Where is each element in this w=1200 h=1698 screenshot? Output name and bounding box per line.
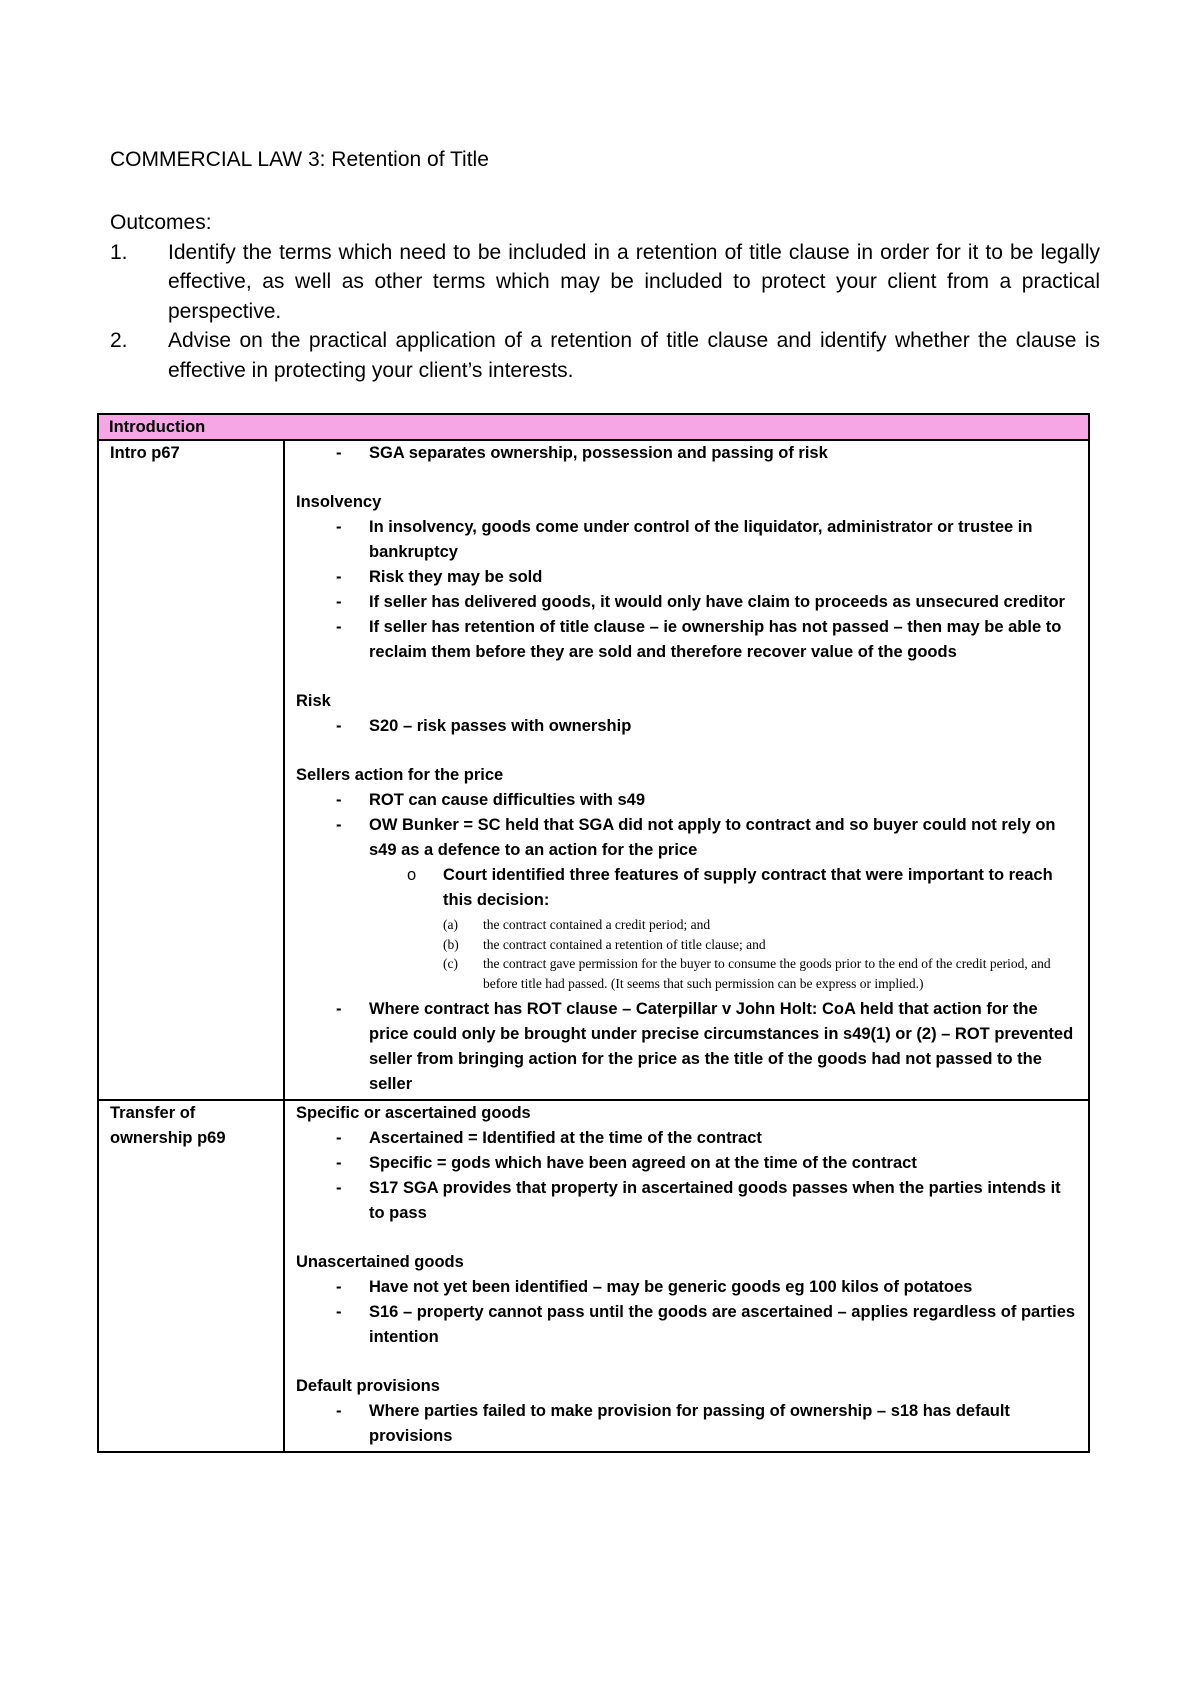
dash-marker: - bbox=[336, 618, 342, 636]
list-item bbox=[296, 615, 1080, 665]
bullet-text: If seller has retention of title clause – ie ownership has not passed – then may be able to reclaim them before they are sold and therefore recover value of the goods bbox=[369, 618, 1062, 661]
list-item bbox=[296, 1399, 1080, 1449]
sellers-action-section bbox=[296, 763, 1080, 1097]
bullet-text: Have not yet been identified – may be generic goods eg 100 kilos of potatoes bbox=[369, 1278, 973, 1296]
row-label: Transfer of ownership p69 bbox=[98, 1100, 284, 1452]
table-row bbox=[98, 440, 1089, 1100]
dash-marker: - bbox=[336, 1154, 342, 1172]
list-item bbox=[296, 565, 1080, 590]
list-item bbox=[296, 515, 1080, 565]
item-marker: (b) bbox=[443, 936, 459, 952]
risk-section bbox=[296, 689, 1080, 739]
list-item bbox=[296, 1176, 1080, 1226]
dash-marker: - bbox=[336, 816, 342, 834]
bullet-text: Risk they may be sold bbox=[369, 568, 543, 586]
bullet-text: SGA separates ownership, possession and passing of risk bbox=[369, 444, 828, 462]
bullet-list bbox=[296, 714, 1080, 739]
bullet-list bbox=[296, 788, 1080, 1097]
dash-marker: - bbox=[336, 593, 342, 611]
bullet-list bbox=[296, 515, 1080, 665]
bullet-text: Court identified three features of supply contract that were important to reach this decision: bbox=[443, 866, 1053, 909]
item-text: the contract contained a credit period; and bbox=[483, 917, 711, 932]
bullet-text: ROT can cause difficulties with s49 bbox=[369, 791, 645, 809]
row-label: Intro p67 bbox=[98, 440, 284, 1100]
dash-marker: - bbox=[336, 444, 342, 462]
table-header-row bbox=[98, 414, 1089, 440]
outcome-text: Advise on the practical application of a retention of title clause and identify whether the clause is effective in protecting your client’s interests. bbox=[168, 329, 1100, 382]
outcomes-list bbox=[110, 238, 1100, 386]
outcomes-label: Outcomes: bbox=[110, 211, 212, 234]
bullet-list bbox=[296, 1399, 1080, 1449]
list-item bbox=[296, 997, 1080, 1097]
section-heading: Unascertained goods bbox=[296, 1253, 464, 1271]
list-item bbox=[369, 863, 1080, 993]
bullet-list bbox=[296, 1275, 1080, 1350]
dash-marker: - bbox=[336, 568, 342, 586]
list-item bbox=[296, 714, 1080, 739]
table-row bbox=[98, 1100, 1089, 1452]
list-item bbox=[296, 1300, 1080, 1350]
outcome-item bbox=[110, 238, 1100, 327]
list-item bbox=[296, 1126, 1080, 1151]
document-title: COMMERCIAL LAW 3: Retention of Title bbox=[110, 148, 489, 171]
bullet-text: Specific = gods which have been agreed on at the time of the contract bbox=[369, 1154, 917, 1172]
dash-marker: - bbox=[336, 1179, 342, 1197]
bullet-text: S16 – property cannot pass until the goods are ascertained – applies regardless of parties intention bbox=[369, 1303, 1076, 1346]
bullet-text: Ascertained = Identified at the time of the contract bbox=[369, 1129, 762, 1147]
quoted-features-list bbox=[443, 915, 1080, 993]
bullet-list bbox=[296, 1126, 1080, 1226]
bullet-text: OW Bunker = SC held that SGA did not apply to contract and so buyer could not rely on s49 as a defence to an action for the price bbox=[369, 816, 1056, 859]
unascertained-goods-section bbox=[296, 1250, 1080, 1350]
dash-marker: - bbox=[336, 1402, 342, 1420]
list-item bbox=[296, 441, 1080, 466]
bullet-text: Where parties failed to make provision for passing of ownership – s18 has default provisions bbox=[369, 1402, 1010, 1445]
section-heading: Sellers action for the price bbox=[296, 766, 504, 784]
notes-table bbox=[97, 413, 1090, 1453]
item-text: the contract gave permission for the buyer to consume the goods prior to the end of the credit period, and before title had passed. (It seems that such permission can be express or implied.) bbox=[483, 956, 1051, 991]
bullet-list bbox=[296, 441, 1080, 466]
bullet-text: S20 – risk passes with ownership bbox=[369, 717, 632, 735]
section-heading: Default provisions bbox=[296, 1377, 440, 1395]
list-item bbox=[296, 788, 1080, 813]
specific-goods-section bbox=[296, 1101, 1080, 1226]
intro-section bbox=[296, 441, 1080, 466]
bullet-text: Where contract has ROT clause – Caterpillar v John Holt: CoA held that action for the price could only be brought under precise circumstances in s49(1) or (2) – ROT prevented seller from bringing action for the price as the title of the goods had not passed to the seller bbox=[369, 1000, 1074, 1093]
dash-marker: - bbox=[336, 1129, 342, 1147]
section-heading: Insolvency bbox=[296, 493, 382, 511]
list-item bbox=[296, 1275, 1080, 1300]
bullet-text: If seller has delivered goods, it would only have claim to proceeds as unsecured creditor bbox=[369, 593, 1065, 611]
insolvency-section bbox=[296, 490, 1080, 665]
list-item bbox=[443, 935, 1080, 955]
section-heading: Specific or ascertained goods bbox=[296, 1104, 531, 1122]
dash-marker: - bbox=[336, 1278, 342, 1296]
item-marker: (a) bbox=[443, 917, 458, 932]
default-provisions-section bbox=[296, 1374, 1080, 1449]
bullet-text: S17 SGA provides that property in ascertained goods passes when the parties intends it to pass bbox=[369, 1179, 1061, 1222]
circle-marker: o bbox=[407, 866, 417, 884]
outcome-number: 1. bbox=[110, 240, 128, 264]
section-heading: Risk bbox=[296, 692, 331, 710]
dash-marker: - bbox=[336, 791, 342, 809]
list-item bbox=[443, 954, 1080, 993]
dash-marker: - bbox=[336, 717, 342, 735]
list-item bbox=[296, 1151, 1080, 1176]
dash-marker: - bbox=[336, 1000, 342, 1018]
bullet-text: In insolvency, goods come under control of the liquidator, administrator or trustee in bankruptcy bbox=[369, 518, 1033, 561]
outcome-item bbox=[110, 326, 1100, 385]
outcome-number: 2. bbox=[110, 329, 128, 352]
outcomes-section bbox=[110, 208, 1100, 385]
list-item bbox=[296, 590, 1080, 615]
table-header: Introduction bbox=[98, 414, 1089, 440]
row-content bbox=[284, 1100, 1089, 1452]
outcome-text: Identify the terms which need to be included in a retention of title clause in order for it to be legally effective, as well as other terms which may be included to protect your client from a practical perspective. bbox=[168, 240, 1100, 323]
item-marker: (c) bbox=[443, 956, 458, 971]
dash-marker: - bbox=[336, 518, 342, 536]
row-content bbox=[284, 440, 1089, 1100]
list-item bbox=[296, 813, 1080, 993]
dash-marker: - bbox=[336, 1303, 342, 1321]
list-item bbox=[443, 915, 1080, 935]
sub-bullet-list bbox=[369, 863, 1080, 993]
item-text: the contract contained a retention of title clause; and bbox=[483, 936, 766, 952]
